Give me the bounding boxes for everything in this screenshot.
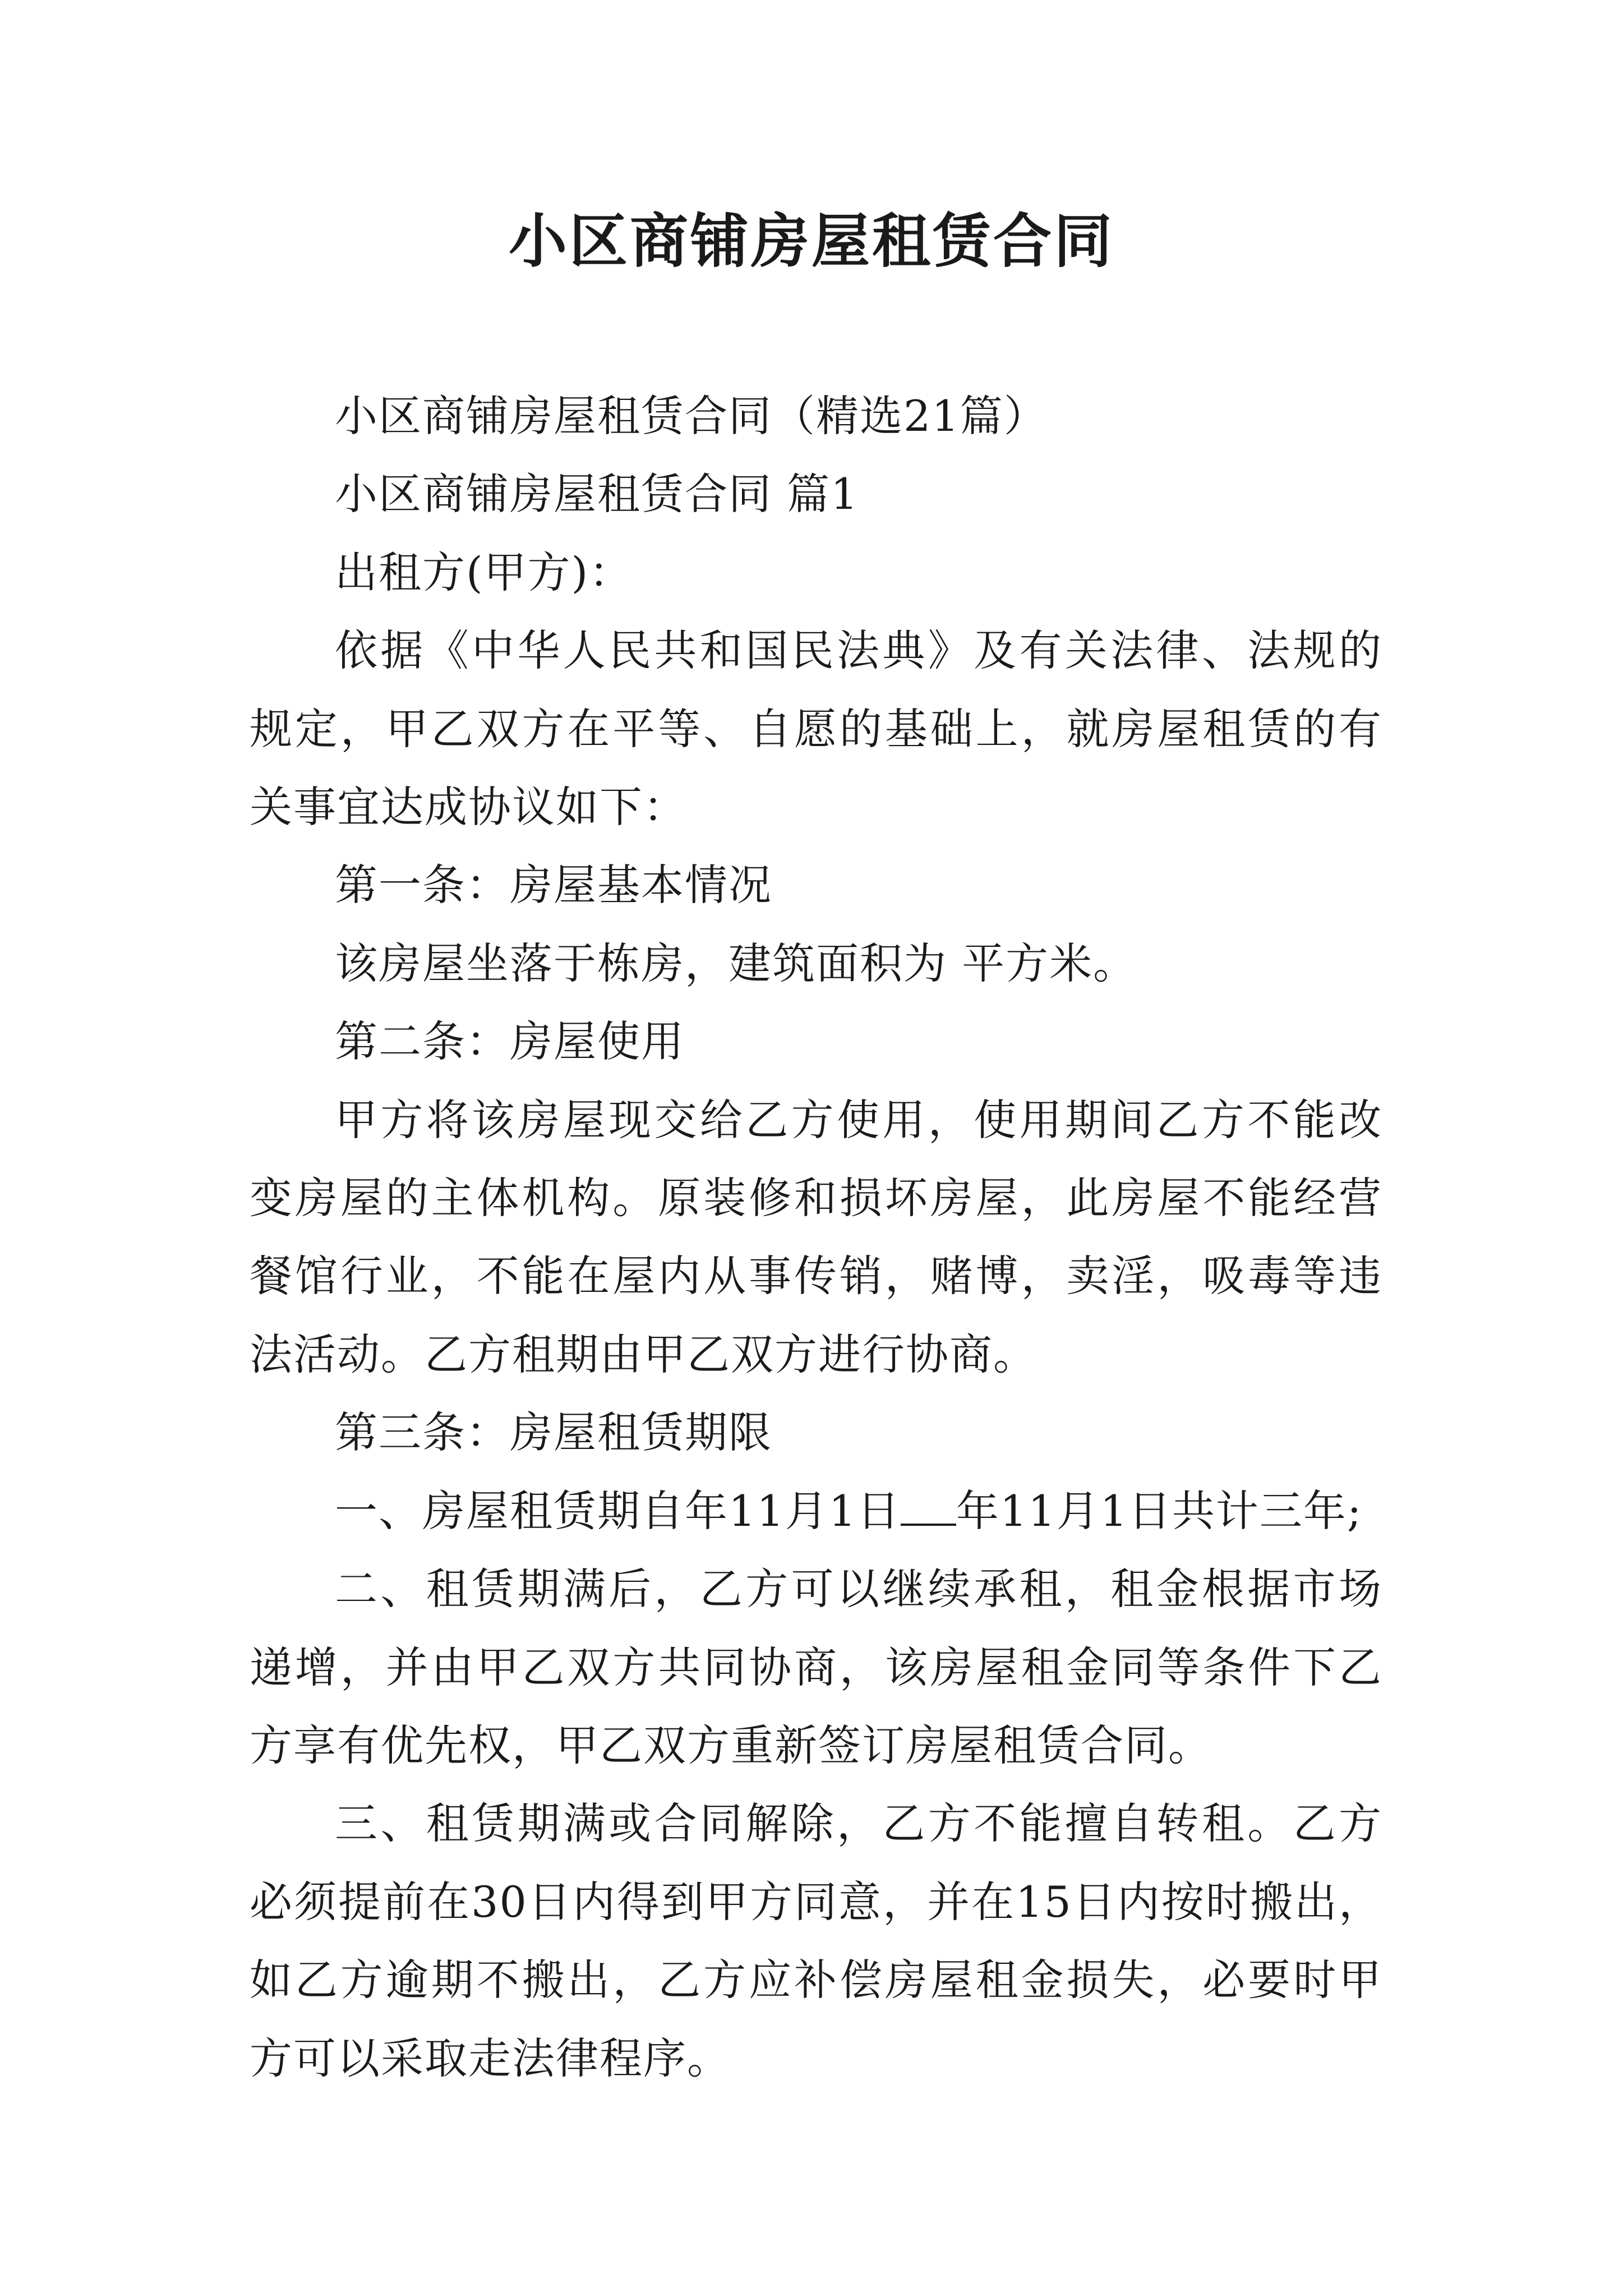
clause-heading-2: 第二条：房屋使用 xyxy=(335,1016,685,1067)
blank-underline xyxy=(901,1485,956,1525)
document-body xyxy=(250,377,1382,2097)
document-subtitle: 小区商铺房屋租赁合同（精选21篇） xyxy=(335,391,1048,441)
clause-3-item-2: 二、租赁期满后，乙方可以继续承租，租金根据市场递增，并由甲乙双方共同协商，该房屋租金同等条件下乙方享有优先权，甲乙双方重新签订房屋租赁合同。 xyxy=(250,1564,1382,1770)
clause-heading-3: 第三条：房屋租赁期限 xyxy=(335,1407,772,1458)
clause-heading-1: 第一条：房屋基本情况 xyxy=(335,860,772,910)
section-heading-article-1: 小区商铺房屋租赁合同 篇1 xyxy=(335,469,859,519)
clause-1-text: 该房屋坐落于栋房，建筑面积为 平方米。 xyxy=(335,938,1137,988)
lessor-line: 出租方(甲方)： xyxy=(335,547,633,597)
clause-3-item-3: 三、租赁期满或合同解除，乙方不能擅自转租。乙方必须提前在30日内得到甲方同意，并在15日内按时搬出，如乙方逾期不搬出，乙方应补偿房屋租金损失，必要时甲方可以采取走法律程序。 xyxy=(250,1798,1382,2083)
clause-2-text: 甲方将该房屋现交给乙方使用，使用期间乙方不能改变房屋的主体机构。原装修和损坏房屋，此房屋不能经营餐馆行业，不能在屋内从事传销，赌博，卖淫，吸毒等违法活动。乙方租期由甲乙双方进行协商。 xyxy=(250,1094,1382,1379)
preamble-paragraph: 依据《中华人民共和国民法典》及有关法律、法规的规定，甲乙双方在平等、自愿的基础上，就房屋租赁的有关事宜达成协议如下： xyxy=(250,625,1382,832)
lease-term-end: 年11月1日共计三年; xyxy=(956,1485,1363,1536)
lease-term-start: 一、房屋租赁期自年11月1日 xyxy=(335,1485,901,1536)
lease-term-paragraph xyxy=(250,1472,1382,1550)
document-title: 小区商铺房屋租赁合同 xyxy=(508,206,1114,275)
